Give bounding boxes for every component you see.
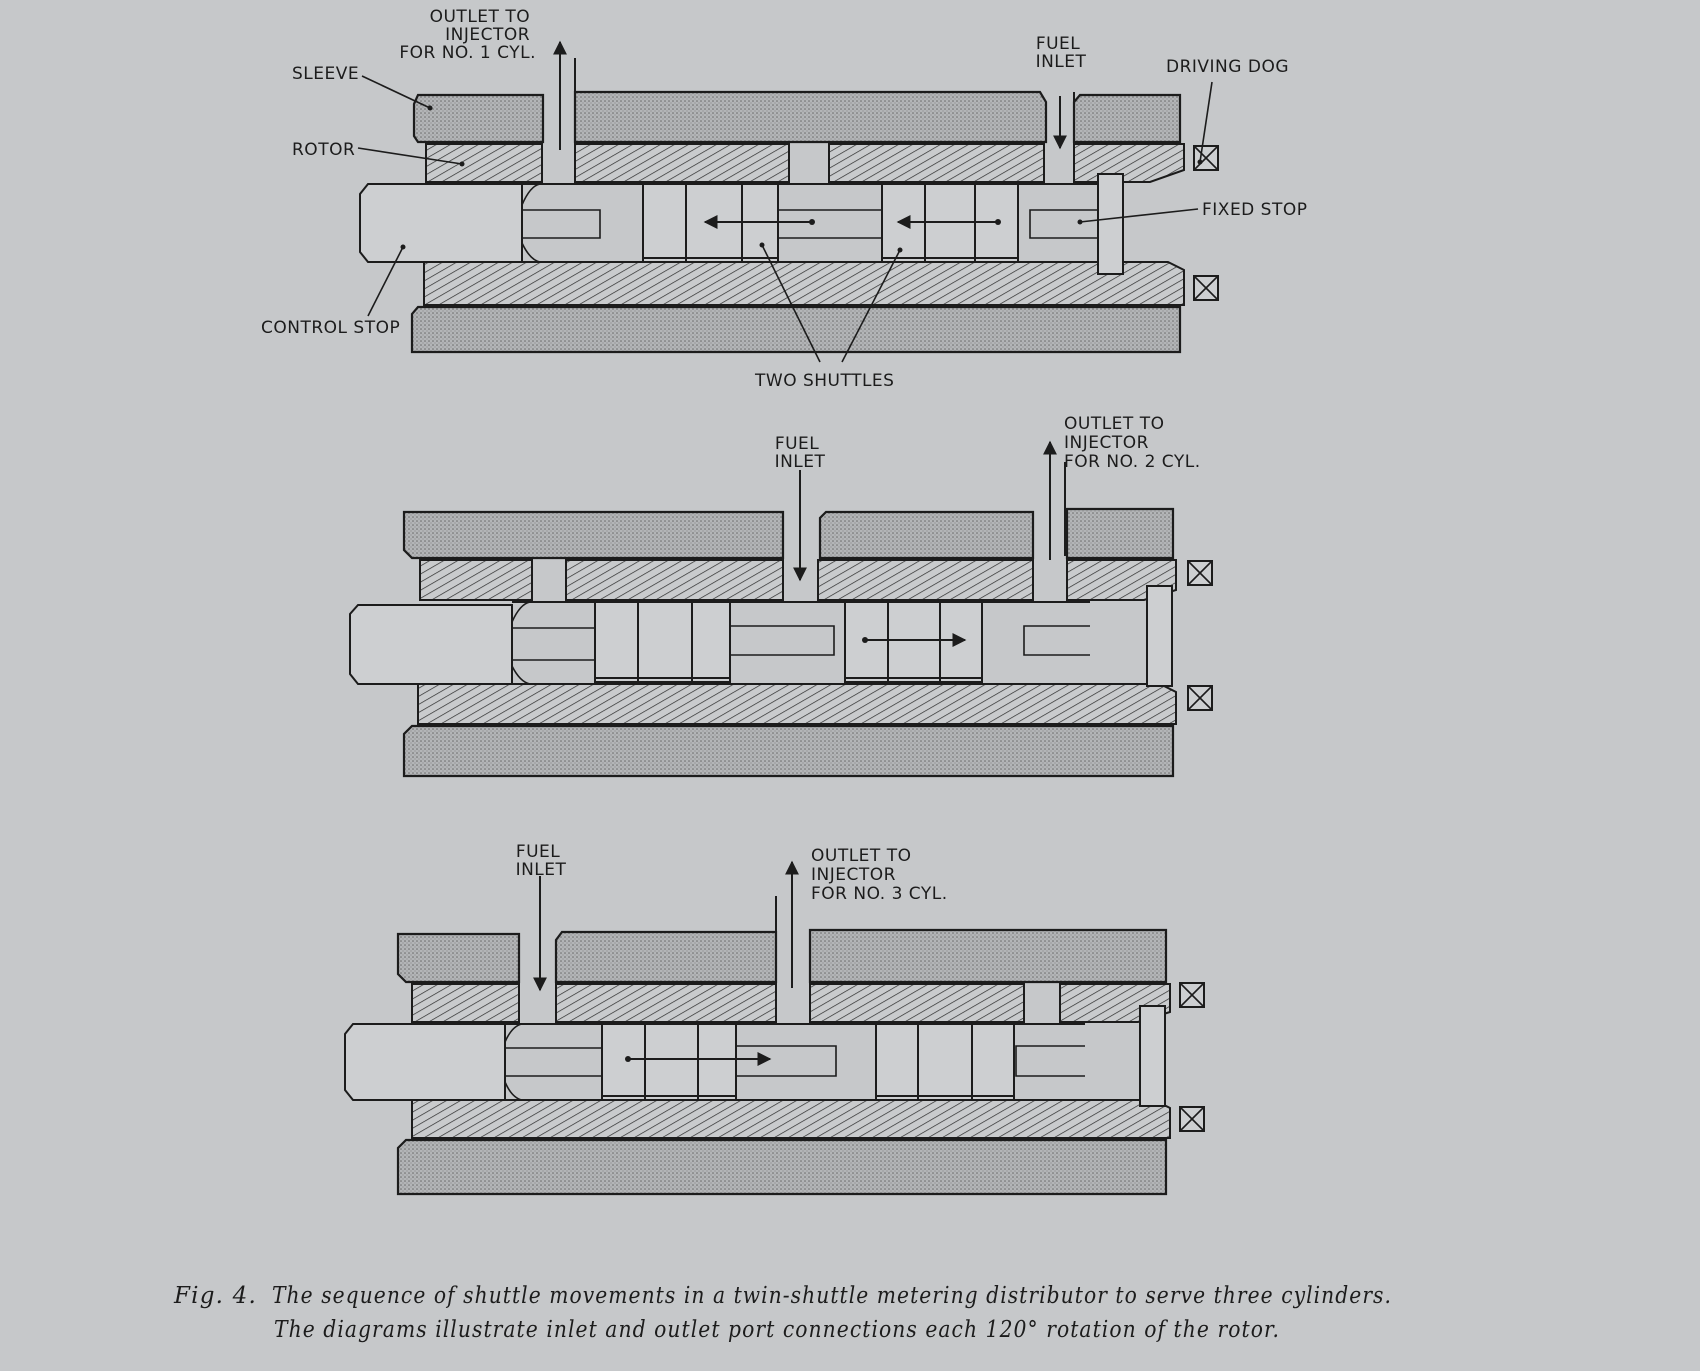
d3-driving-dog-bottom	[1180, 1107, 1204, 1131]
d2-outlet-line-3: FOR NO. 2 CYL.	[1064, 452, 1201, 472]
d1-rotor-top-1	[426, 144, 542, 182]
d1-fuel-inlet-line-1: FUEL	[1035, 34, 1081, 54]
d2-outlet-line-2: INJECTOR	[1064, 433, 1149, 453]
d2-outlet-line-1: OUTLET TO	[1064, 414, 1165, 434]
d2-sleeve-bottom	[404, 726, 1173, 776]
d1-driving-dog-top	[1194, 146, 1218, 170]
d1-sleeve-top-left	[414, 95, 543, 142]
two-shuttles-label: TWO SHUTTLES	[755, 371, 895, 391]
rotor-label: ROTOR	[292, 140, 356, 160]
d3-sleeve-top-right	[810, 930, 1166, 982]
d1-fixed-stop	[1098, 174, 1123, 274]
d1-outlet-label	[399, 7, 536, 63]
d2-outlet-label	[1064, 414, 1201, 472]
caption-fig-number: Fig. 4.	[174, 1283, 258, 1309]
diagram-2	[350, 414, 1212, 776]
d2-fuel-inlet-line-2: INLET	[774, 452, 826, 472]
d2-sleeve-top-right	[1067, 509, 1173, 558]
d2-driving-dog-bottom	[1188, 686, 1212, 710]
d1-rotor-bottom	[424, 262, 1184, 305]
d2-fuel-inlet-label	[775, 434, 826, 472]
figure-caption	[173, 1283, 1392, 1343]
d2-driving-dog-top	[1188, 561, 1212, 585]
d3-control-stop	[345, 1024, 505, 1100]
d1-driving-dog-bottom	[1194, 276, 1218, 300]
driving-dog-label: DRIVING DOG	[1166, 57, 1289, 77]
d3-rotor-top-3	[810, 984, 1024, 1022]
d2-rotor-top-1	[420, 560, 532, 600]
d3-fixed-stop	[1140, 1006, 1165, 1106]
d1-outlet-line-2: INJECTOR	[445, 25, 531, 45]
d1-fuel-inlet-label	[1036, 34, 1087, 72]
d2-control-stop	[350, 605, 512, 684]
d2-sleeve-top-left	[404, 512, 783, 558]
diagram-1	[261, 7, 1307, 391]
fixed-stop-label: FIXED STOP	[1202, 200, 1308, 220]
d3-fuel-inlet-line-2: INLET	[515, 860, 567, 880]
d3-rotor-bottom	[412, 1100, 1170, 1138]
sleeve-label: SLEEVE	[292, 64, 360, 84]
d2-rotor-top-2	[566, 560, 783, 600]
caption-line-1: The sequence of shuttle movements in a twin-shuttle metering distributor to serve three cylinders.	[272, 1283, 1392, 1309]
d3-sleeve-top-left	[398, 934, 519, 982]
d3-rotor-top-1	[412, 984, 519, 1022]
caption-line-2: The diagrams illustrate inlet and outlet port connections each 120° rotation of the rotor.	[274, 1317, 1280, 1343]
diagram-3	[345, 842, 1204, 1194]
d2-rotor-top-3	[818, 560, 1033, 600]
d3-fuel-inlet-label	[516, 842, 567, 880]
d3-shuttle-2	[876, 1024, 1014, 1100]
d3-driving-dog-top	[1180, 983, 1204, 1007]
d1-rotor-top-4	[1074, 144, 1184, 182]
d3-sleeve-top-mid	[556, 932, 776, 982]
d3-rotor-top-2	[556, 984, 776, 1022]
d2-sleeve-top-mid	[820, 512, 1033, 558]
d3-outlet-line-2: INJECTOR	[811, 865, 896, 885]
d3-outlet-line-1: OUTLET TO	[811, 846, 912, 866]
d1-rotor-top-2	[575, 144, 789, 182]
d1-outlet-line-1: OUTLET TO	[429, 7, 531, 27]
d3-sleeve-bottom	[398, 1140, 1166, 1194]
d2-fuel-inlet-line-1: FUEL	[774, 434, 820, 454]
d1-control-stop	[360, 184, 522, 262]
d3-outlet-line-3: FOR NO. 3 CYL.	[811, 884, 948, 904]
d1-sleeve-top-right	[1074, 95, 1180, 142]
d2-rotor-bottom	[418, 684, 1176, 724]
control-stop-label: CONTROL STOP	[261, 318, 401, 338]
d1-fuel-inlet-line-2: INLET	[1035, 52, 1087, 72]
d3-shuttle-1	[602, 1024, 736, 1100]
d2-shuttle-1	[595, 602, 730, 682]
d1-sleeve-top-mid	[575, 92, 1046, 142]
d3-outlet-label	[811, 846, 948, 904]
d1-rotor-top-3	[829, 144, 1044, 182]
d2-fixed-stop	[1147, 586, 1172, 686]
d1-outlet-line-3: FOR NO. 1 CYL.	[399, 43, 536, 63]
d3-fuel-inlet-line-1: FUEL	[515, 842, 561, 862]
